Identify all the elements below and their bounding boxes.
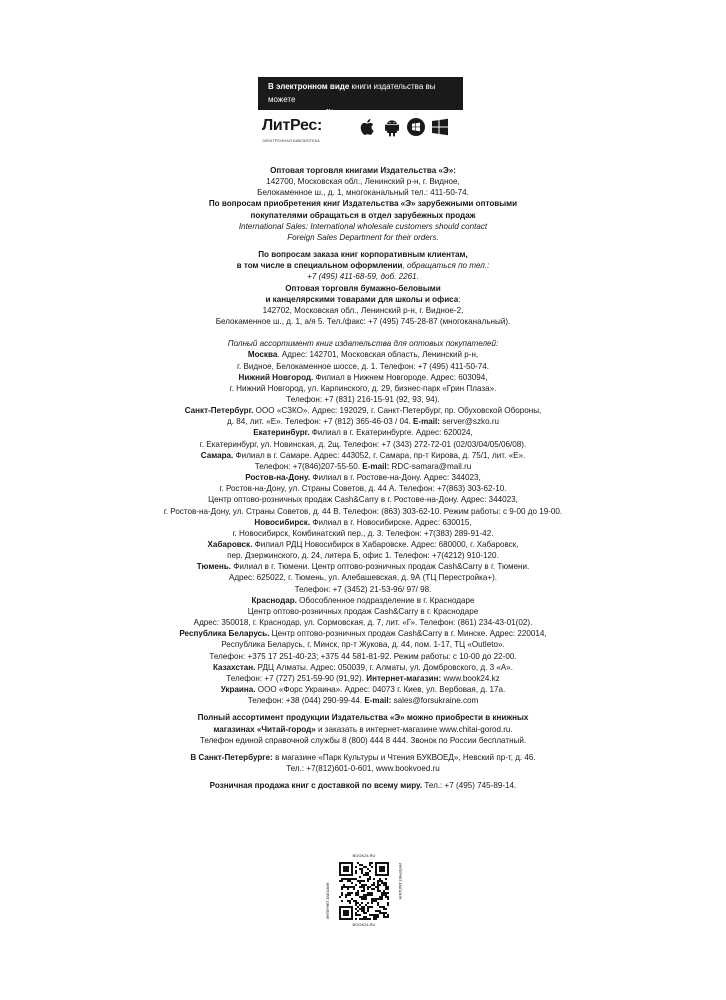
banner-line-2: купить на www.litres.ru	[268, 108, 356, 117]
litres-tagline: ЭЛЕКТРОННАЯ БИБЛИОТЕКА	[262, 138, 320, 143]
litres-brand	[262, 117, 472, 147]
region-kazakhstan: Казахстан. РДЦ Алматы. Адрес: 050039, г. Алматы, ул. Домбровского, д. 3 «А».	[212, 662, 514, 672]
windows-icon	[430, 117, 450, 137]
stationery-address-2: Белокаменное ш., д. 1, а/я 5. Тел./факс: +7 (495) 745-28-87 (многоканальный).	[215, 317, 511, 327]
wholesale-title: Оптовая торговля книгами Издательства «Э»:	[270, 166, 456, 175]
windows-phone-icon	[406, 117, 426, 137]
corporate-phone: +7 (495) 411-68-59, доб. 2261.	[307, 272, 419, 282]
region-novosibirsk: Новосибирск. Филиал в г. Новосибирске. Адрес: 630015,	[254, 517, 472, 527]
region-rostov-line-2: г. Ростов-на-Дону, ул. Страны Советов, д. 44 А. Телефон: +7(863) 303-62-10.	[219, 484, 507, 494]
region-krasnodar-line-3: Адрес: 350018, г. Краснодар, ул. Сормовская, д. 7, лит. «Г». Телефон: (861) 234-43-01(02).	[193, 618, 533, 628]
qr-side-label-right: ИНТЕРНЕТ-МАГАЗИН	[398, 863, 402, 900]
region-ukraine-line-2: Телефон: +38 (044) 290-99-44. E-mail: sales@forsukraine.com	[247, 696, 479, 706]
retail-line-1: Полный ассортимент продукции Издательства «Э» можно приобрести в книжных	[197, 713, 529, 723]
region-samara-line-2: Телефон: +7(846)207-55-50. E-mail: RDC-samara@mail.ru	[254, 461, 472, 471]
qr-code-icon[interactable]	[339, 862, 389, 920]
region-nizhny-novgorod-line-3: Телефон: +7 (831) 216-15-91 (92, 93, 94).	[286, 394, 440, 404]
delivery-line: Розничная продажа книг с доставкой по всему миру. Тел.: +7 (495) 745-89-14.	[209, 781, 517, 791]
wholesale-address-2: Белокаменное ш., д. 1, многоканальный тел.: 411-50-74.	[257, 188, 469, 198]
region-tyumen-line-3: Телефон: +7 (3452) 21-53-96/ 97/ 98.	[294, 584, 432, 594]
region-tyumen-line-2: Адрес: 625022, г. Тюмень, ул. Алебашевская, д. 9А (ТЦ Перестройка+).	[228, 573, 498, 583]
region-kazakhstan-line-2: Телефон: +7 (727) 251-59-90 (91,92). Интернет-магазин: www.book24.kz	[226, 673, 500, 683]
region-ekaterinburg-line-2: г. Екатеринбург, ул. Новинская, д. 2щ. Телефон: +7 (343) 272-72-01 (02/03/04/05/06/08).	[199, 439, 527, 449]
spb-retail-line-2: Тел.: +7(812)601-0-601, www.bookvoed.ru	[286, 763, 440, 773]
android-icon	[382, 117, 402, 137]
foreign-sales-en-1: International Sales: International wholesale customers should contact	[238, 221, 488, 231]
foreign-sales-en-2: Foreign Sales Department for their orders.	[287, 232, 439, 242]
apple-icon	[358, 117, 378, 137]
retail-line-3: Телефон единой справочной службы 8 (800) 444 8 444. Звонок по России бесплатный.	[199, 735, 527, 745]
litres-logo: ЛитРес:	[262, 117, 322, 134]
region-moscow-line-2: г. Видное, Белокаменное шоссе, д. 1. Телефон: +7 (495) 411-50-74.	[237, 361, 489, 371]
region-krasnodar: Краснодар. Обособленное подразделение в г. Краснодаре	[251, 595, 475, 605]
region-belarus-line-3: Телефон: +375 17 251-40-23; +375 44 581-81-92. Режим работы: с 10-00 до 22-00.	[209, 651, 517, 661]
contacts-text	[100, 165, 626, 791]
corporate-line-1: По вопросам заказа книг корпоративным клиентам,	[258, 250, 468, 260]
region-nizhny-novgorod: Нижний Новгород. Филиал в Нижнем Новгороде. Адрес: 603094,	[238, 372, 488, 382]
region-ekaterinburg: Екатеринбург. Филиал в г. Екатеринбурге. Адрес: 620024,	[253, 428, 473, 438]
banner-line-1: В электронном виде книги издательства вы можете	[268, 82, 436, 104]
region-khabarovsk: Хабаровск. Филиал РДЦ Новосибирск в Хабаровске. Адрес: 680000, г. Хабаровск,	[207, 540, 519, 549]
foreign-sales-line-1: По вопросам приобретения книг Издательства «Э» зарубежными оптовыми	[208, 199, 518, 209]
region-ukraine: Украина. ООО «Форс Украина». Адрес: 04073 г. Киев, ул. Вербовая, д. 17а.	[220, 685, 506, 695]
wholesale-address: 142700, Московская обл., Ленинский р-н, г. Видное,	[266, 177, 460, 187]
corporate-line-2: в том числе в специальном оформлении, обращаться по тел.:	[236, 261, 490, 271]
region-nizhny-novgorod-line-2: г. Нижний Новгород, ул. Карпинского, д. 29, бизнес-парк «Грин Плаза».	[229, 383, 497, 393]
qr-side-label-left: ИНТЕРНЕТ-МАГАЗИН	[326, 882, 330, 919]
region-rostov: Ростов-на-Дону. Филиал в г. Ростове-на-Дону. Адрес: 344023,	[245, 473, 481, 483]
litres-link[interactable]: www.litres.ru	[305, 108, 356, 117]
region-tyumen: Тюмень. Филиал в г. Тюмени. Центр оптово-розничных продаж Cash&Carry в г. Тюмени.	[196, 562, 530, 572]
region-moscow: Москва. Адрес: 142701, Московская область, Ленинский р-н,	[247, 350, 479, 360]
qr-top-label: BOOK24.RU	[352, 853, 376, 858]
region-spb-line-2: д. 84, лит. «Е». Телефон: +7 (812) 365-46-03 / 04. E-mail: server@szko.ru	[226, 417, 500, 427]
region-rostov-line-3: Центр оптово-розничных продаж Cash&Carry в г. Ростове-на-Дону. Адрес: 344023,	[208, 495, 518, 505]
region-spb: Санкт-Петербург. ООО «СЗКО». Адрес: 192029, г. Санкт-Петербург, пр. Обуховской Обороны,	[184, 406, 542, 416]
book24-qr-block	[324, 853, 404, 925]
samara-email-link[interactable]: RDC-samara@mail.ru	[389, 461, 472, 471]
region-novosibirsk-line-2: г. Новосибирск, Комбинатский пер., д. 3. Телефон: +7(383) 289-91-42.	[232, 528, 494, 538]
regions-intro: Полный ассортимент книг издательства для оптовых покупателей:	[227, 339, 499, 349]
region-rostov-line-4: г. Ростов-на-Дону, ул. Страны Советов, д. 44 В. Телефон: (863) 303-62-10. Режим работы: с 9-00 до 19-00.	[163, 506, 563, 516]
ukraine-email-link[interactable]: sales@forsukraine.com	[391, 696, 479, 706]
stationery-line-2: и канцелярскими товарами для школы и офиса:	[265, 294, 461, 304]
qr-bottom-label: BOOK24.RU	[352, 922, 376, 927]
region-samara: Самара. Филиал в г. Самаре. Адрес: 443052, г. Самара, пр-т Кирова, д. 75/1, лит. «Е».	[200, 450, 526, 460]
region-belarus: Республика Беларусь. Центр оптово-розничных продаж Cash&Carry в г. Минске. Адрес: 220014,	[179, 629, 547, 639]
stationery-address: 142702, Московская обл., Ленинский р-н, г. Видное-2,	[262, 305, 464, 315]
spb-email-link[interactable]: server@szko.ru	[439, 417, 500, 427]
retail-line-2: магазинах «Читай-город» и заказать в интернет-магазине www.chitai-gorod.ru.	[213, 724, 513, 734]
region-krasnodar-line-2: Центр оптово-розничных продаж Cash&Carry в г. Краснодаре	[247, 606, 479, 616]
book24-kz-link[interactable]: www.book24.kz	[441, 673, 500, 683]
region-belarus-line-2: Республика Беларусь, г. Минск, пр-т Жукова, д. 44, пом. 1-17, ТЦ «Outleto».	[221, 640, 505, 650]
region-khabarovsk-line-2: пер. Дзержинского, д. 24, литера Б, офис 1. Телефон: +7(4212) 910-120.	[227, 551, 499, 561]
stationery-line-1: Оптовая торговля бумажно-беловыми	[285, 283, 441, 293]
foreign-sales-line-2: покупателями обращаться в отдел зарубежных продаж	[250, 210, 476, 220]
litres-banner	[258, 77, 463, 117]
spb-retail: В Санкт-Петербурге: в магазине «Парк Культуры и Чтения БУКВОЕД», Невский пр-т, д. 46.	[190, 752, 536, 762]
